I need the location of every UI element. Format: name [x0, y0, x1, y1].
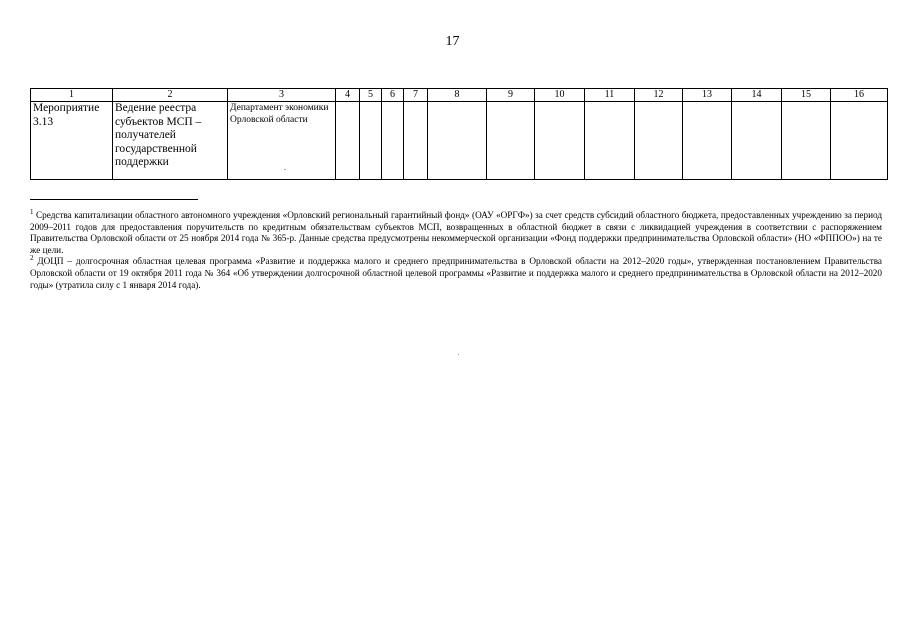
footnote-marker: 2	[30, 254, 34, 263]
empty-cell-12	[635, 102, 683, 180]
column-number-10: 10	[535, 89, 585, 102]
empty-cell-14	[732, 102, 782, 180]
footnote-text: ДОЦП – долгосрочная областная целевая программа «Развитие и поддержка малого и среднего предпринимательства в Орловской области на 2012–2020 годы», утвержденная постановлением Правительства Орловской области от 19 октября 2011 года № 364 «Об утверждении долгосрочной областной целевой программы «Развитие и поддержка малого и среднего предпринимательства в Орловской области на 2012–2020 годы» (утратила силу с 1 января 2014 года).	[30, 256, 883, 290]
empty-cell-6	[382, 102, 404, 180]
empty-cell-4	[336, 102, 360, 180]
empty-cell-16	[831, 102, 888, 180]
column-number-4: 4	[336, 89, 360, 102]
empty-cell-13	[683, 102, 732, 180]
executor-cell	[228, 102, 336, 180]
footnote-1	[30, 207, 882, 256]
executor-mark: .	[284, 163, 286, 172]
column-number-2: 2	[113, 89, 228, 102]
column-number-13: 13	[683, 89, 732, 102]
description-cell: Ведение реестра субъектов МСП – получателей государственной поддержки	[113, 102, 228, 180]
column-number-16: 16	[831, 89, 888, 102]
column-number-9: 9	[487, 89, 535, 102]
column-number-6: 6	[382, 89, 404, 102]
page-number: 17	[445, 34, 460, 49]
footnote-text: Средства капитализации областного автономного учреждения «Орловский региональный гарантийный фонд» (ОАУ «ОРГФ») за счет средств субсидий областного бюджета, предоставленных учреждению за период 2009–2011 годов для предоставления поручительств по кредитным обязательствам субъектов МСП, возвращенных в областной бюджет в связи с ликвидацией учреждения в соответствии с распоряжением Правительства Орловской области от 25 ноября 2014 года № 365-р. Данные средства предусмотрены некоммерческой организации «Фонд поддержки предпринимательства Орловской области» (НО «ФППОО») на те же цели.	[30, 210, 882, 255]
empty-cell-15	[782, 102, 831, 180]
scan-speck	[458, 354, 459, 355]
column-number-12: 12	[635, 89, 683, 102]
column-number-3: 3	[228, 89, 336, 102]
empty-cell-8	[428, 102, 487, 180]
footnotes-section	[30, 207, 883, 291]
column-number-7: 7	[404, 89, 428, 102]
table-header-row	[31, 89, 888, 102]
program-table	[30, 88, 888, 180]
table-row	[31, 102, 888, 180]
empty-cell-11	[585, 102, 635, 180]
empty-cell-5	[360, 102, 382, 180]
column-number-15: 15	[782, 89, 831, 102]
column-number-11: 11	[585, 89, 635, 102]
footnote-2	[30, 256, 882, 291]
empty-cell-7	[404, 102, 428, 180]
column-number-1: 1	[31, 89, 113, 102]
column-number-5: 5	[360, 89, 382, 102]
event-cell: Мероприятие 3.13	[31, 102, 113, 180]
column-number-14: 14	[732, 89, 782, 102]
empty-cell-10	[535, 102, 585, 180]
footnote-marker: 1	[30, 207, 34, 216]
footnote-divider	[30, 199, 198, 200]
column-number-8: 8	[428, 89, 487, 102]
empty-cell-9	[487, 102, 535, 180]
executor-text: Департамент экономики Орловской области	[230, 103, 329, 125]
